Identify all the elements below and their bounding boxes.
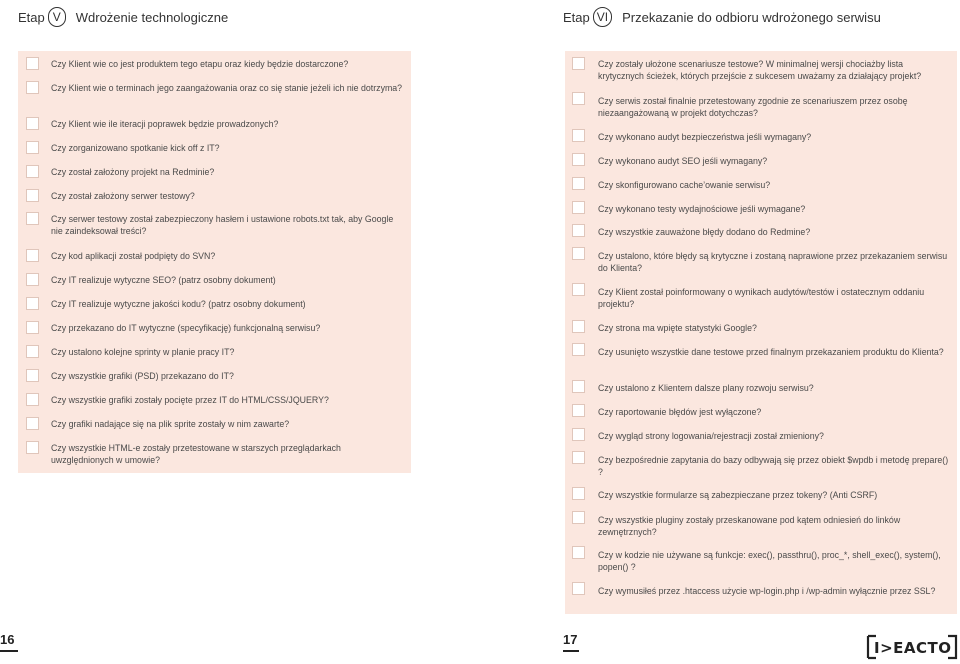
checklist-item-text: Czy serwer testowy został zabezpieczony hasłem i ustawione robots.txt tak, aby Google nie zaindeksował treści? — [51, 214, 394, 236]
checklist-item-text: Czy Klient wie ile iteracji poprawek będzie prowadzonych? — [51, 119, 279, 129]
checklist-item-text: Czy strona ma wpięte statystyki Google? — [598, 323, 757, 333]
checklist-panel-left — [18, 51, 411, 473]
checkbox[interactable] — [26, 165, 39, 178]
page-number-underline — [0, 650, 18, 652]
checklist-item-text: Czy Klient wie o terminach jego zaangażowania oraz co się stanie jeżeli ich nie dotrzyma? — [51, 83, 403, 93]
checklist-item-text: Czy grafiki nadające się na plik sprite zostały w nim zawarte? — [51, 419, 290, 429]
checklist-item-text: Czy wszystkie grafiki zostały pocięte przez IT do HTML/CSS/JQUERY? — [51, 395, 329, 405]
checklist-item-text: Czy wykonano testy wydajnościowe jeśli wymagane? — [598, 204, 806, 214]
checklist-item-text: Czy zostały ułożone scenariusze testowe? W minimalnej wersji chociażby lista krytycznych ścieżek, których przejście z sukcesem uważamy za działający projekt? — [598, 59, 922, 81]
checkbox[interactable] — [572, 153, 585, 166]
checkbox[interactable] — [572, 92, 585, 105]
checklist-item-text: Czy wszystkie pluginy zostały przeskanowane pod kątem odniesień do linków zewnętrznych? — [598, 515, 901, 537]
checkbox[interactable] — [26, 393, 39, 406]
checklist-item-text: Czy IT realizuje wytyczne SEO? (patrz osobny dokument) — [51, 275, 276, 285]
etap-number-badge: V — [48, 7, 66, 27]
section-title: Przekazanie do odbioru wdrożonego serwisu — [622, 9, 881, 25]
section-header-right — [563, 5, 881, 29]
checkbox[interactable] — [572, 224, 585, 237]
page-number: 17 — [563, 632, 578, 647]
checklist-item-text: Czy zorganizowano spotkanie kick off z IT? — [51, 143, 220, 153]
checkbox[interactable] — [26, 441, 39, 454]
checkbox[interactable] — [572, 487, 585, 500]
checklist-item-text: Czy skonfigurowano cache’owanie serwisu? — [598, 180, 771, 190]
checklist-item-text: Czy IT realizuje wytyczne jakości kodu? (patrz osobny dokument) — [51, 299, 306, 309]
checkbox[interactable] — [26, 57, 39, 70]
checklist-item-text: Czy został założony serwer testowy? — [51, 191, 195, 201]
etap-number-badge: VI — [593, 7, 612, 27]
checkbox[interactable] — [26, 321, 39, 334]
checkbox[interactable] — [572, 343, 585, 356]
checklist-item-text: Czy Klient wie co jest produktem tego etapu oraz kiedy będzie dostarczone? — [51, 59, 349, 69]
checklist-item-text: Czy wszystkie grafiki (PSD) przekazano do IT? — [51, 371, 234, 381]
checklist-item-text: Czy kod aplikacji został podpięty do SVN? — [51, 251, 216, 261]
checkbox[interactable] — [572, 201, 585, 214]
checklist-item-text: Czy usunięto wszystkie dane testowe przed finalnym przekazaniem produktu do Klienta? — [598, 347, 944, 357]
checkbox[interactable] — [26, 189, 39, 202]
checkbox[interactable] — [572, 428, 585, 441]
section-header-left — [18, 5, 228, 29]
checklist-item-text: Czy przekazano do IT wytyczne (specyfikację) funkcjonalną serwisu? — [51, 323, 321, 333]
checklist-item-text: Czy ustalono kolejne sprinty w planie pracy IT? — [51, 347, 235, 357]
checkbox[interactable] — [572, 511, 585, 524]
checkbox[interactable] — [572, 283, 585, 296]
page-number-underline — [563, 650, 579, 652]
checkbox[interactable] — [26, 273, 39, 286]
checklist-item-text: Czy w kodzie nie używane są funkcje: exec(), passthru(), proc_*, shell_exec(), system(), popen() ? — [598, 550, 941, 572]
checkbox[interactable] — [26, 212, 39, 225]
ideacto-logo — [866, 633, 958, 661]
page-number: 16 — [0, 632, 15, 647]
section-title: Wdrożenie technologiczne — [75, 9, 229, 25]
etap-label: Etap — [18, 9, 45, 25]
checkbox[interactable] — [26, 297, 39, 310]
etap-label: Etap — [563, 9, 590, 25]
checklist-item-text: Czy serwis został finalnie przetestowany zgodnie ze scenariuszem przez osobę niezaangażowaną w projekt dotychczas? — [598, 96, 908, 118]
logo-graphic — [866, 634, 958, 660]
checkbox[interactable] — [26, 345, 39, 358]
checklist-item-text: Czy wykonano audyt bezpieczeństwa jeśli wymagany? — [598, 132, 812, 142]
checklist-item-text: Czy raportowanie błędów jest wyłączone? — [598, 407, 762, 417]
checkbox[interactable] — [26, 141, 39, 154]
checkbox[interactable] — [572, 57, 585, 70]
checklist-item-text: Czy ustalono, które błędy są krytyczne i zostaną naprawione przez przekazaniem serwisu do Klienta? — [598, 251, 948, 273]
checklist-item-text: Czy wygląd strony logowania/rejestracji został zmieniony? — [598, 431, 824, 441]
checklist-item-text: Czy wykonano audyt SEO jeśli wymagany? — [598, 156, 768, 166]
checklist-item-text: Czy wszystkie zauważone błędy dodano do Redmine? — [598, 227, 811, 237]
checkbox[interactable] — [26, 369, 39, 382]
checkbox[interactable] — [26, 81, 39, 94]
checkbox[interactable] — [572, 451, 585, 464]
checkbox[interactable] — [572, 380, 585, 393]
checklist-item-text: Czy Klient został poinformowany o wynikach audytów/testów i ostatecznym oddaniu projektu? — [598, 287, 925, 309]
checklist-item-text: Czy wymusiłeś przez .htaccess użycie wp-login.php i /wp-admin wyłącznie przez SSL? — [598, 586, 936, 596]
checklist-item-text: Czy wszystkie HTML-e zostały przetestowane w starszych przeglądarkach uwzględnionych w umowie? — [51, 443, 341, 465]
svg-text:I>EACTO: I>EACTO — [874, 639, 952, 657]
checkbox[interactable] — [26, 117, 39, 130]
checkbox[interactable] — [26, 417, 39, 430]
checkbox[interactable] — [572, 582, 585, 595]
checklist-item-text: Czy bezpośrednie zapytania do bazy odbywają się przez obiekt $wpdb i metodę prepare() ? — [598, 455, 949, 477]
checkbox[interactable] — [572, 129, 585, 142]
checkbox[interactable] — [26, 249, 39, 262]
checklist-item-text: Czy ustalono z Klientem dalsze plany rozwoju serwisu? — [598, 383, 814, 393]
checkbox[interactable] — [572, 320, 585, 333]
checkbox[interactable] — [572, 404, 585, 417]
checklist-item-text: Czy wszystkie formularze są zabezpieczane przez tokeny? (Anti CSRF) — [598, 490, 878, 500]
checklist-panel-right — [565, 51, 957, 614]
checkbox[interactable] — [572, 546, 585, 559]
checklist-item-text: Czy został założony projekt na Redminie? — [51, 167, 215, 177]
checkbox[interactable] — [572, 247, 585, 260]
checkbox[interactable] — [572, 177, 585, 190]
